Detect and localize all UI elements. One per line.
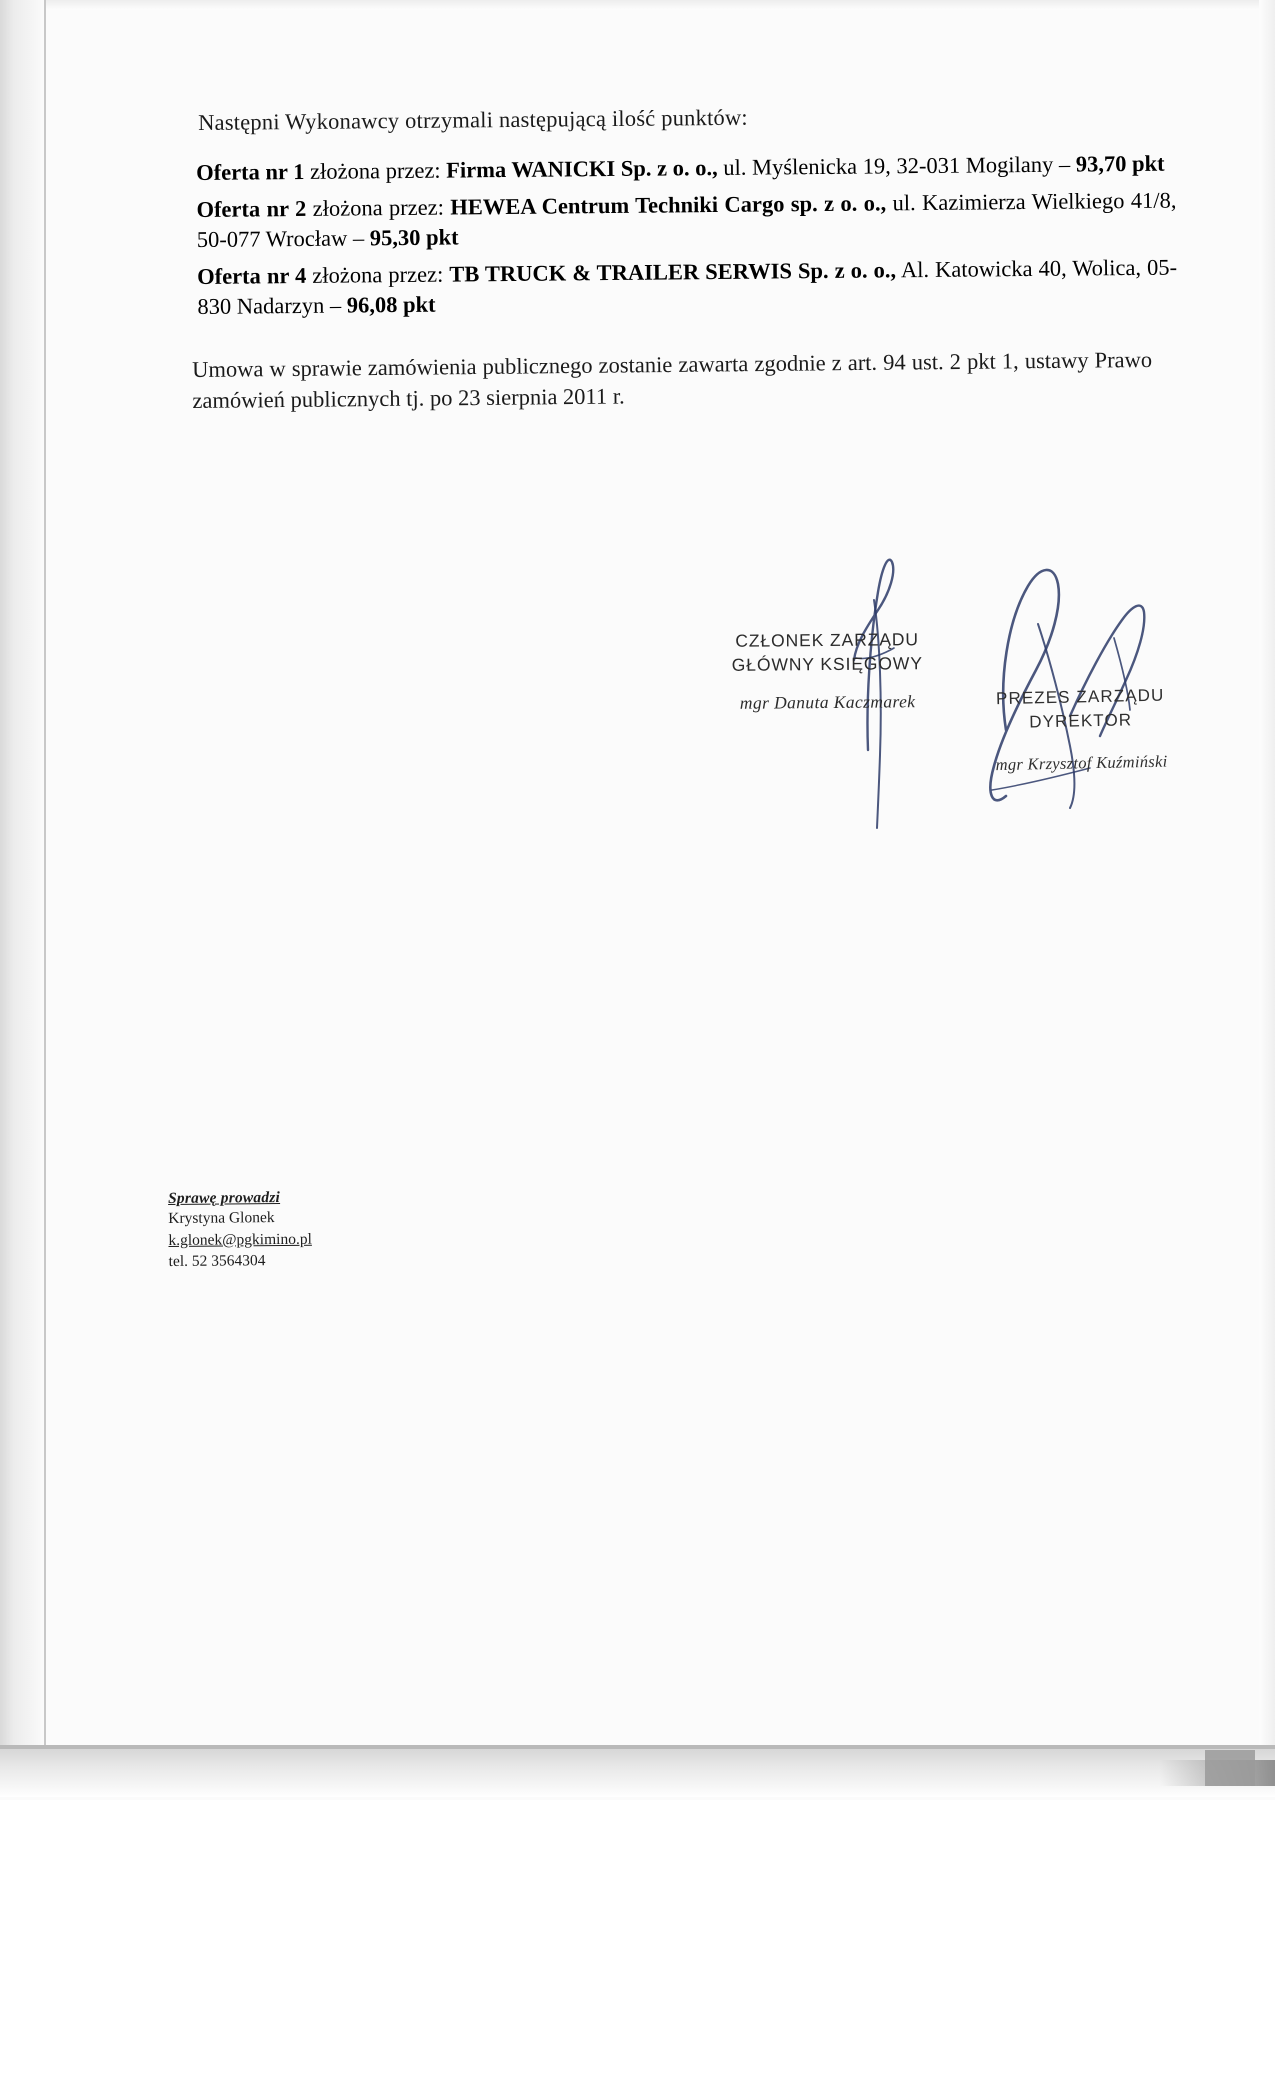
offer-item bbox=[196, 149, 1176, 188]
offer-address: ul. Myślenicka 19, 32-031 Mogilany bbox=[723, 151, 1054, 180]
offer-submitted-by: złożona przez: bbox=[312, 261, 444, 288]
page-right-edge bbox=[1259, 0, 1275, 1770]
page-left-edge bbox=[44, 0, 46, 1755]
offer-dash: – bbox=[329, 292, 342, 318]
signature-block-right bbox=[955, 683, 1207, 776]
offer-points: 95,30 pkt bbox=[369, 224, 459, 251]
page-left-gutter bbox=[0, 0, 46, 1760]
offer-lead: Oferta nr 2 bbox=[196, 195, 307, 222]
page-top-edge bbox=[46, 0, 1275, 10]
offer-address: ul. Kazimierza Wielkiego 41/8, 50-077 Wrocław bbox=[196, 187, 1177, 252]
page-bottom-shadow bbox=[0, 1749, 1275, 1797]
offer-dash: – bbox=[352, 225, 365, 251]
offer-firm: TB TRUCK & TRAILER SERWIS Sp. z o. o., bbox=[449, 257, 897, 287]
offer-firm: HEWEA Centrum Techniki Cargo sp. z o. o., bbox=[450, 190, 887, 220]
footer-email[interactable]: k.glonek@pgkimino.pl bbox=[168, 1230, 312, 1249]
contract-note-paragraph: Umowa w sprawie zamówienia publicznego zostanie zawarta zgodnie z art. 94 ust. 2 pkt 1, ustawy Prawo zamówień publicznych tj. po 23 sierpnia 2011 r. bbox=[192, 346, 1153, 413]
offer-submitted-by: złożona przez: bbox=[309, 157, 441, 184]
offer-dash: – bbox=[1058, 151, 1071, 177]
scan-bottom-dark-block bbox=[1205, 1750, 1255, 1786]
offers-list bbox=[196, 149, 1178, 329]
offer-points: 96,08 pkt bbox=[346, 291, 436, 318]
offer-submitted-by: złożona przez: bbox=[312, 194, 445, 221]
offer-item bbox=[196, 186, 1177, 255]
signature-name: mgr Danuta Kaczmarek bbox=[739, 691, 916, 714]
footer-heading: Sprawę prowadzi bbox=[168, 1189, 281, 1207]
signature-block-left bbox=[712, 628, 943, 714]
intro-paragraph: Następni Wykonawcy otrzymali następującą ilość punktów: bbox=[198, 104, 748, 135]
offer-firm: Firma WANICKI Sp. z o. o., bbox=[446, 154, 718, 183]
offer-lead: Oferta nr 4 bbox=[197, 262, 307, 289]
offer-points: 93,70 pkt bbox=[1075, 150, 1165, 177]
offer-lead: Oferta nr 1 bbox=[196, 158, 305, 185]
footer-person: Krystyna Glonek bbox=[168, 1209, 275, 1227]
signature-role-line2: DYREKTOR bbox=[1029, 710, 1133, 732]
case-handler-footer bbox=[168, 1189, 312, 1273]
signature-role-line1: CZŁONEK ZARZĄDU bbox=[735, 629, 920, 651]
signature-role-line2: GŁÓWNY KSIĘGOWY bbox=[731, 652, 923, 675]
offer-address: Al. Katowicka 40, Wolica, 05-830 Nadarzyn bbox=[197, 254, 1178, 319]
signature-name: mgr Krzysztof Kuźmiński bbox=[995, 751, 1168, 774]
footer-phone: tel. 52 3564304 bbox=[168, 1252, 266, 1271]
offer-item bbox=[197, 252, 1178, 321]
signature-role-line1: PREZES ZARZĄDU bbox=[995, 685, 1165, 709]
